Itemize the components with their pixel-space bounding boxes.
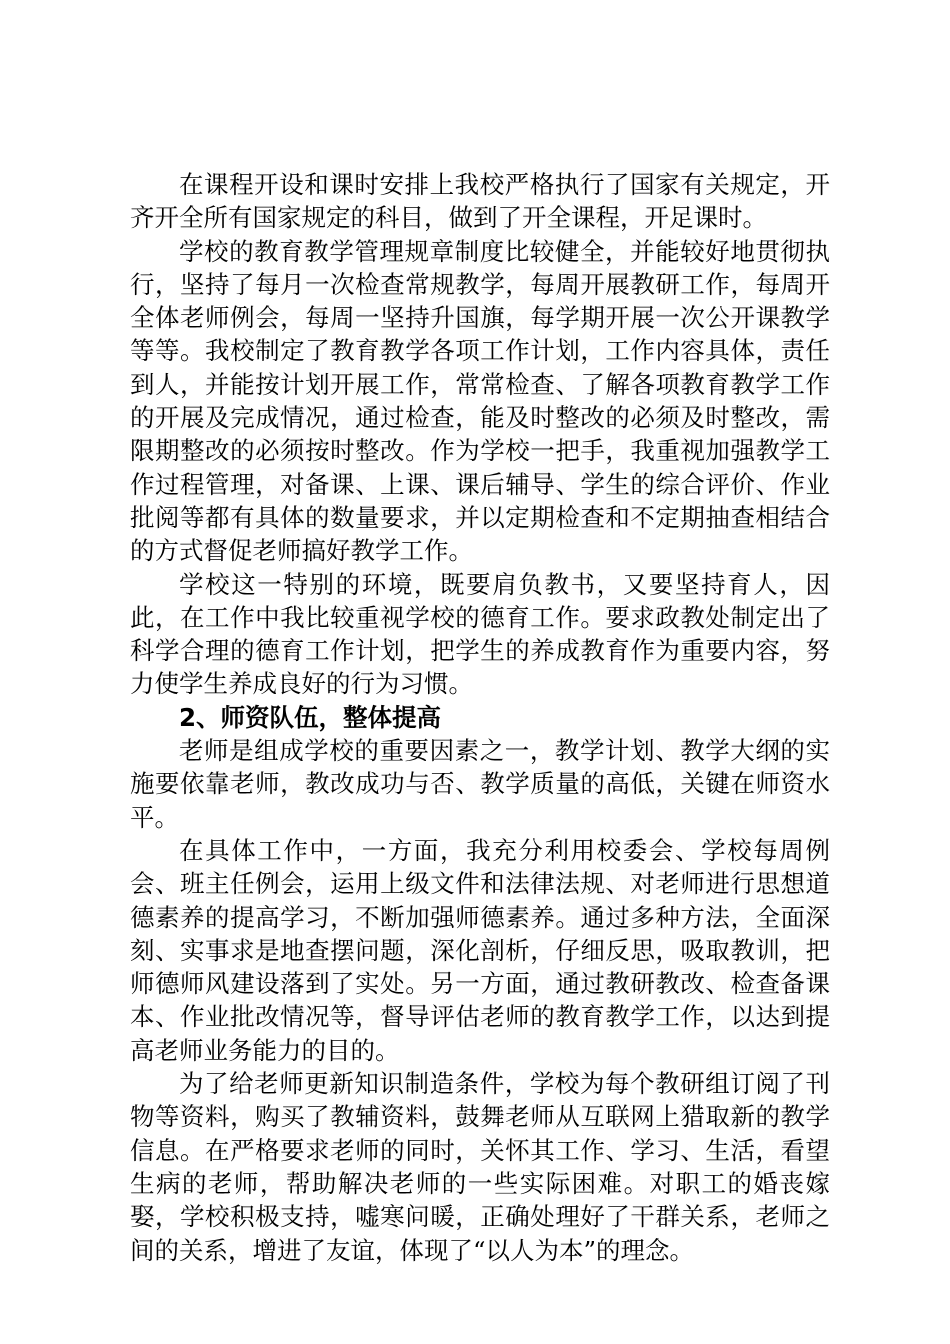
section-heading: 2、师资队伍，整体提高 (179, 702, 442, 732)
paragraph-moral-education: 学校这一特别的环境，既要肩负教书，又要坚持育人，因此，在工作中我比较重视学校的德育工作。要求政教处制定出了科学合理的德育工作计划，把学生的养成教育作为重要内容，努力使学生养成良好的行为习惯。 (130, 569, 830, 699)
paragraph-curriculum: 在课程开设和课时安排上我校严格执行了国家有关规定，开齐开全所有国家规定的科目，做到了开全课程，开足课时。 (130, 170, 830, 233)
document-body (130, 168, 830, 1267)
paragraph-teachers-importance: 老师是组成学校的重要因素之一，教学计划、教学大纲的实施要依靠老师，教改成功与否、教学质量的高低，关键在师资水平。 (130, 736, 830, 832)
paragraph-teacher-support: 为了给老师更新知识制造条件，学校为每个教研组订阅了刊物等资料，购买了教辅资料，鼓舞老师从互联网上猎取新的教学信息。在严格要求老师的同时，关怀其工作、学习、生活，看望生病的老师，帮助解决老师的一些实际困难。对职工的婚丧嫁娶，学校积极支持，嘘寒问暖，正确处理好了干群关系，老师之间的关系，增进了友谊，体现了“以人为本”的理念。 (130, 1069, 830, 1265)
paragraph-teaching-management: 学校的教育教学管理规章制度比较健全，并能较好地贯彻执行，坚持了每月一次检查常规教学，每周开展教研工作，每周开全体老师例会，每周一坚持升国旗，每学期开展一次公开课教学等等。我校制定了教育教学各项工作计划，工作内容具体，责任到人，并能按计划开展工作，常常检查、了解各项教育教学工作的开展及完成情况，通过检查，能及时整改的必须及时整改，需限期整改的必须按时整改。作为学校一把手，我重视加强教学工作过程管理，对备课、上课、课后辅导、学生的综合评价、作业批阅等都有具体的数量要求，并以定期检查和不定期抽查相结合的方式督促老师搞好教学工作。 (130, 236, 830, 566)
paragraph-teacher-ethics: 在具体工作中，一方面，我充分利用校委会、学校每周例会、班主任例会，运用上级文件和法律法规、对老师进行思想道德素养的提高学习，不断加强师德素养。通过多种方法，全面深刻、实事求是地查摆问题，深化剖析，仔细反思，吸取教训，把师德师风建设落到了实处。另一方面，通过教研教改、检查备课本、作业批改情况等，督导评估老师的教育教学工作，以达到提高老师业务能力的目的。 (130, 835, 830, 1065)
